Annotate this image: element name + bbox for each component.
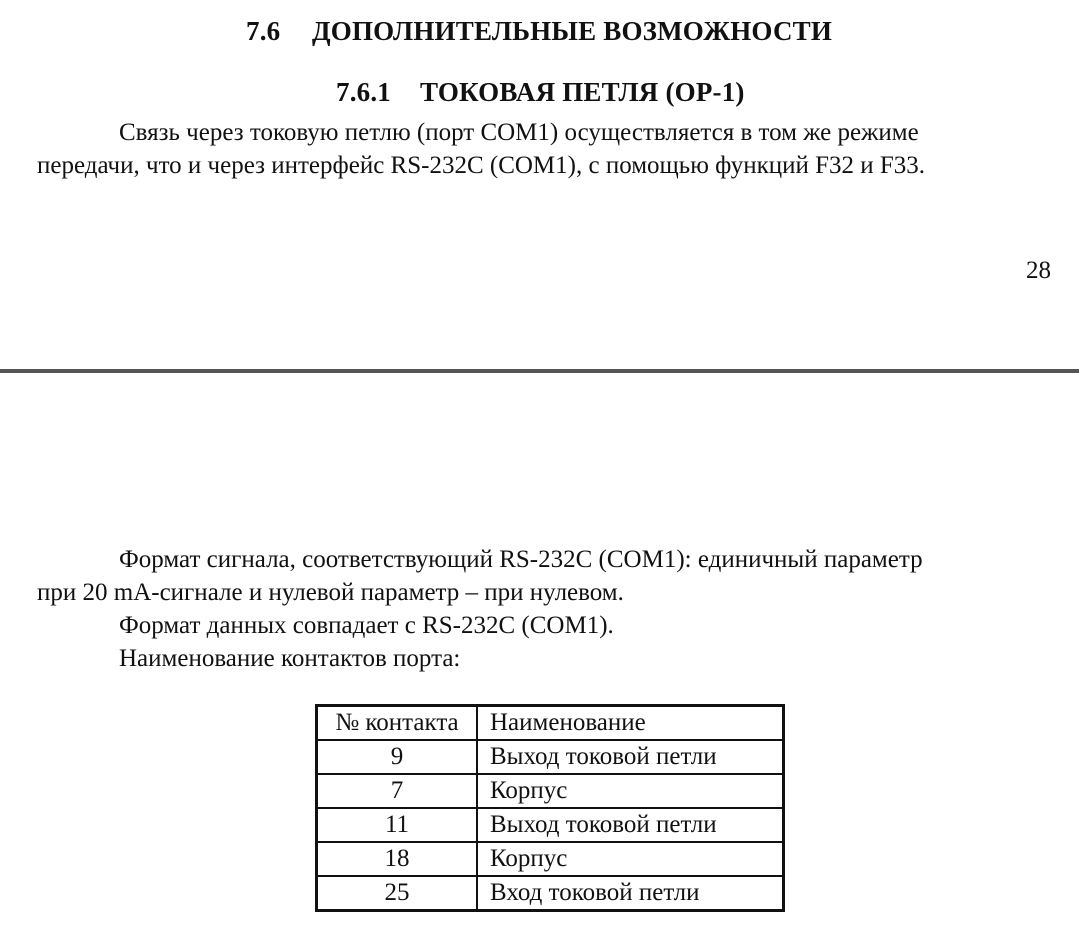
table-row bbox=[317, 876, 784, 911]
table-row bbox=[317, 808, 784, 842]
contact-name-cell: Корпус bbox=[477, 842, 784, 876]
section-heading bbox=[246, 16, 832, 47]
section-title: ДОПОЛНИТЕЛЬНЫЕ ВОЗМОЖНОСТИ bbox=[312, 16, 833, 46]
paragraph-4: Наименование контактов порта: bbox=[119, 645, 461, 672]
header-name: Наименование bbox=[477, 706, 784, 741]
table-row bbox=[317, 774, 784, 808]
contact-name-cell: Выход токовой петли bbox=[477, 740, 784, 774]
subsection-number: 7.6.1 bbox=[336, 77, 391, 107]
section-number: 7.6 bbox=[246, 16, 281, 46]
contact-number-cell: 11 bbox=[317, 808, 478, 842]
header-contact-number: № контакта bbox=[317, 706, 478, 741]
paragraph-1-line-2: передачи, что и через интерфейс RS-232C (COM1), с помощью функций F32 и F33. bbox=[37, 152, 926, 179]
page-divider bbox=[0, 369, 1079, 373]
paragraph-1-line-1: Связь через токовую петлю (порт COM1) осуществляется в том же режиме bbox=[119, 119, 919, 146]
contact-number-cell: 7 bbox=[317, 774, 478, 808]
contact-name-cell: Вход токовой петли bbox=[477, 876, 784, 911]
paragraph-2-line-1: Формат сигнала, соответствующий RS-232C (COM1): единичный параметр bbox=[119, 546, 923, 573]
contact-name-cell: Корпус bbox=[477, 774, 784, 808]
subsection-title: ТОКОВАЯ ПЕТЛЯ (OP-1) bbox=[420, 77, 745, 107]
paragraph-2-line-2: при 20 mA-сигнале и нулевой параметр – при нулевом. bbox=[37, 579, 624, 606]
subsection-heading bbox=[336, 77, 745, 108]
contacts-table bbox=[315, 704, 785, 912]
paragraph-3: Формат данных совпадает с RS-232C (COM1). bbox=[119, 612, 614, 639]
contact-number-cell: 9 bbox=[317, 740, 478, 774]
table-row bbox=[317, 740, 784, 774]
contact-number-cell: 18 bbox=[317, 842, 478, 876]
contact-name-cell: Выход токовой петли bbox=[477, 808, 784, 842]
table-header-row bbox=[317, 706, 784, 741]
page-number: 28 bbox=[1026, 257, 1051, 284]
table-row bbox=[317, 842, 784, 876]
contact-number-cell: 25 bbox=[317, 876, 478, 911]
